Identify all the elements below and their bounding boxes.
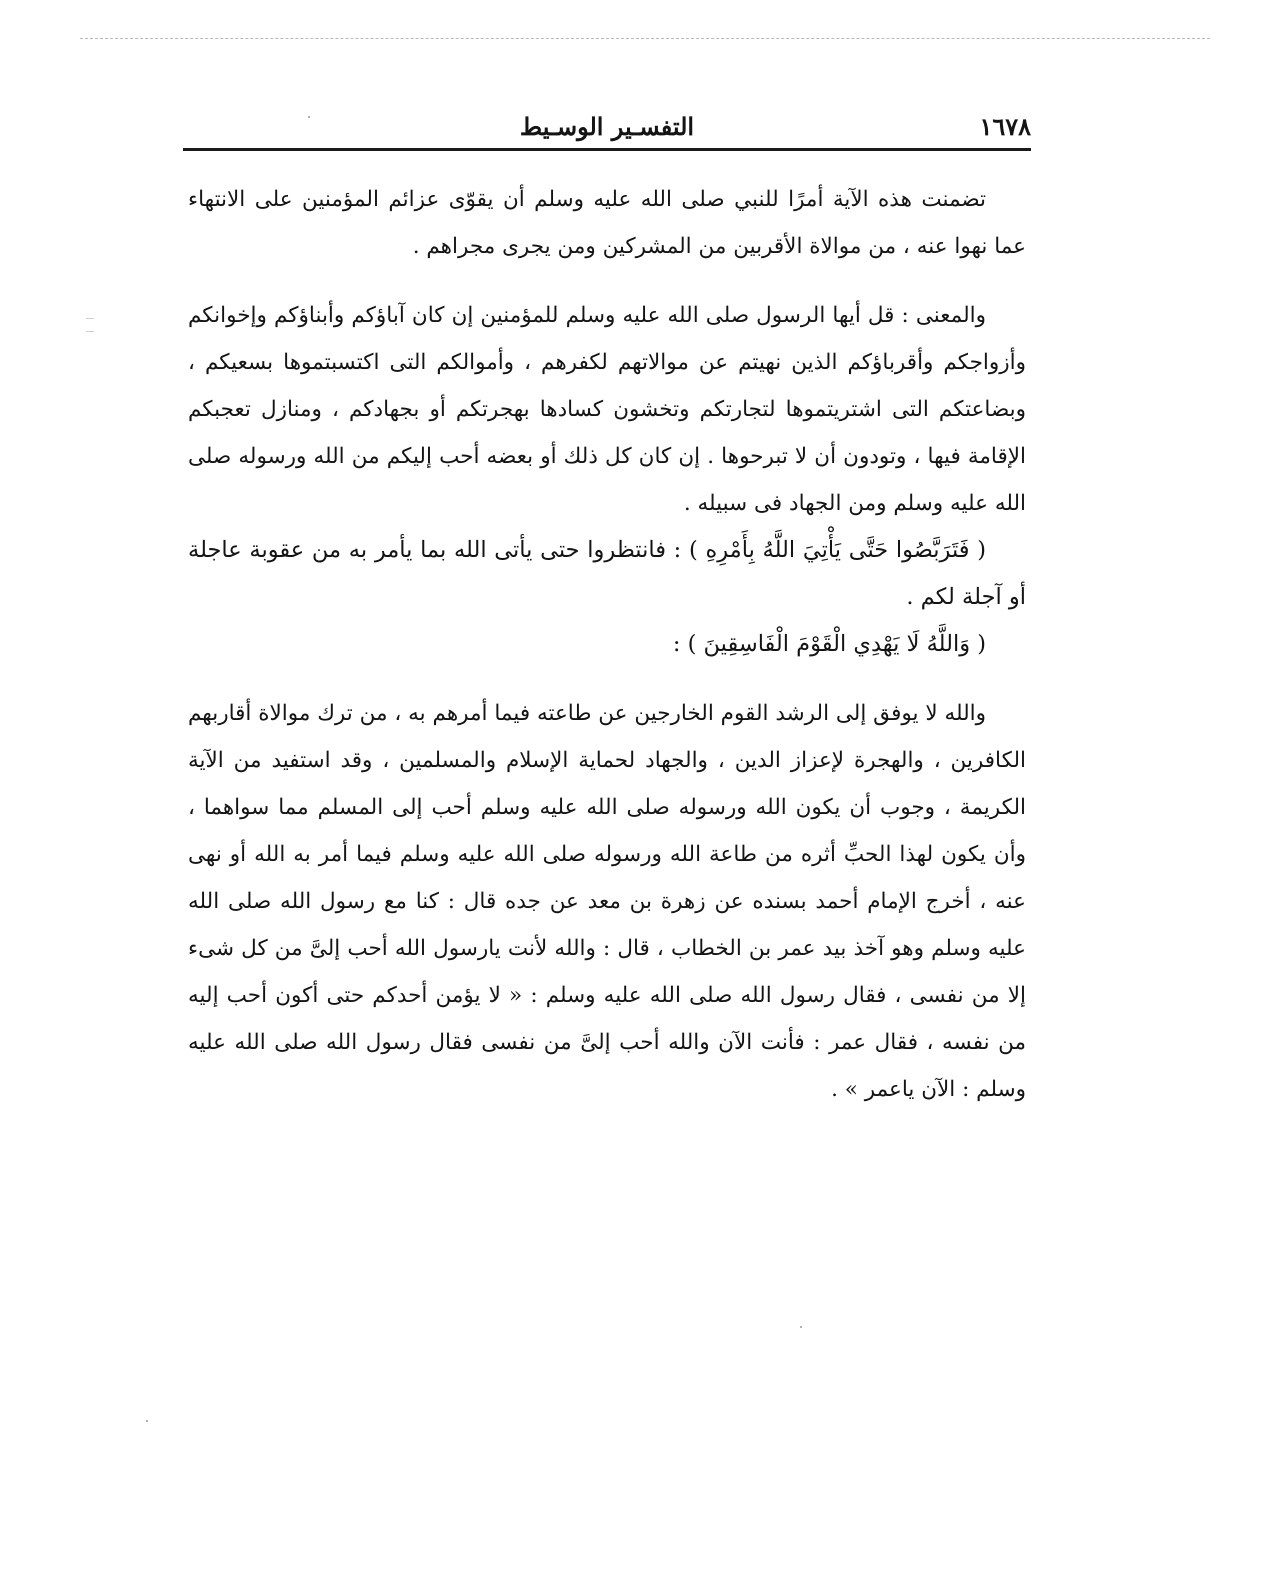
meaning-paragraph: والمعنى : قل أيها الرسول صلى الله عليه وسلم للمؤمنين إن كان آباؤكم وأبناؤكم وإخوانكم وأزواجكم وأقرباؤكم الذين نهيتم عن موالاتهم لكفرهم ، وأموالكم التى اكتسبتموها بسعيكم ، وبضاعتكم التى اشتريتموها لتجارتكم وتخشون كسادها بهجرتكم أو بجهادكم ، ومنازل تعجبكم الإقامة فيها ، وتودون أن لا تبرحوها . إن كان كل ذلك أو بعضه أحب إليكم من الله ورسوله صلى الله عليه وسلم ومن الجهاد فى سبيله .	[188, 303, 1026, 516]
verse-wallahu-heading: ( وَاللَّهُ لَا يَهْدِي الْقَوْمَ الْفَاسِقِينَ ) :	[672, 631, 986, 657]
page-number: ١٦٧٨	[979, 112, 1031, 141]
explanation-paragraph: والله لا يوفق إلى الرشد القوم الخارجين عن طاعته فيما أمرهم به ، من ترك موالاة أقاربهم الكافرين ، والهجرة لإعزاز الدين ، والجهاد لحماية الإسلام والمسلمين ، وقد استفيد من الآية الكريمة ، وجوب أن يكون الله ورسوله صلى الله عليه وسلم أحب إلى المسلم مما سواهما ، وأن يكون لهذا الحبِّ أثره من طاعة الله ورسوله صلى الله عليه وسلم فيما أمر به الله أو نهى عنه ، أخرج الإمام أحمد بسنده عن زهرة بن معد عن جده قال : كنا مع رسول الله صلى الله عليه وسلم وهو آخذ بيد عمر بن الخطاب ، قال : والله لأنت يارسول الله أحب إلىَّ من كل شىء إلا من نفسى ، فقال رسول الله صلى الله عليه وسلم : « لا يؤمن أحدكم حتى أكون أحب إليه من نفسه ، فقال عمر : فأنت الآن والله أحب إلىَّ من نفسى فقال رسول الله صلى الله عليه وسلم : الآن ياعمر » .	[188, 701, 1026, 1102]
scan-speck	[800, 1326, 802, 1328]
scan-speck	[308, 116, 310, 118]
page-header	[183, 112, 1031, 148]
scan-edge-line	[80, 38, 1210, 39]
header-rule	[183, 148, 1031, 151]
verse-fatarabbasu-paragraph: ( فَتَرَبَّصُوا حَتَّى يَأْتِيَ اللَّهُ بِأَمْرِهِ ) : فانتظروا حتى يأتى الله بما يأمر به من عقوبة عاجلة أو آجلة لكم .	[188, 537, 1026, 610]
page-body	[188, 176, 1026, 1113]
scan-speck	[146, 1420, 148, 1422]
book-title: التفسـير الوسـيط	[519, 112, 695, 141]
intro-paragraph: تضمنت هذه الآية أمرًا للنبي صلى الله عليه وسلم أن يقوّى عزائم المؤمنين على الانتهاء عما نهوا عنه ، من موالاة الأقربين من المشركين ومن يجرى مجراهم .	[188, 187, 1026, 259]
margin-scan-mark	[86, 318, 94, 332]
